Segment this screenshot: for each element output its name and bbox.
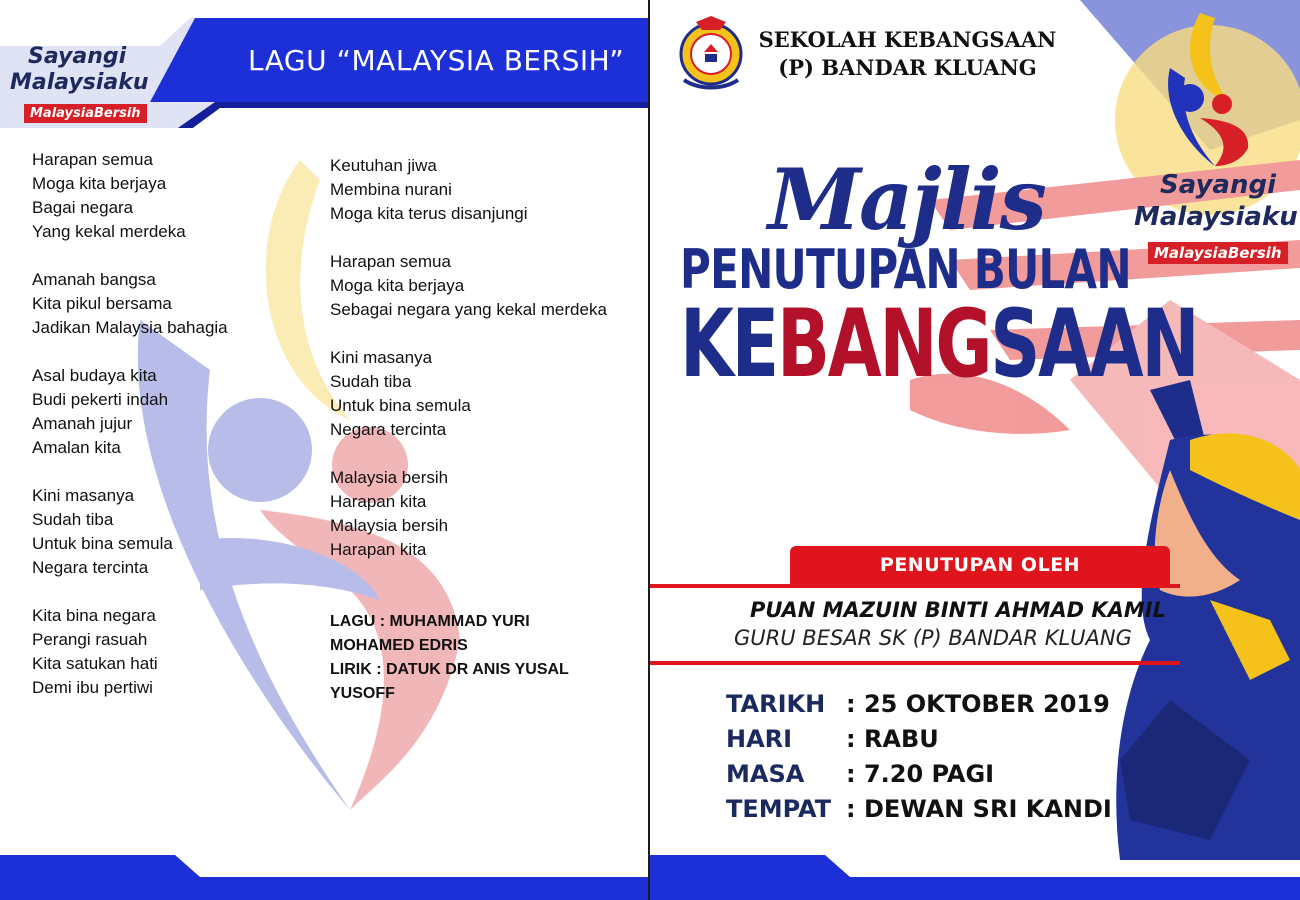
detail-value: : RABU [846,725,939,753]
lyrics-stanza [32,604,228,700]
detail-value: : 7.20 PAGI [846,760,995,788]
lyric-line: Kita pikul bersama [32,294,172,313]
logo-line-1: Sayangi [1160,170,1276,200]
lyric-line: Moga kita berjaya [330,276,465,295]
lyric-line: Sudah tiba [32,510,114,529]
lyrics-stanza [32,484,228,580]
song-title: LAGU “MALAYSIA BERSIH” [248,44,625,77]
lyric-line: Moga kita terus disanjungi [330,204,528,223]
lyric-line: Moga kita berjaya [32,174,167,193]
lyric-line: Kita bina negara [32,606,156,625]
lyric-line: Perangi rasuah [32,630,148,649]
event-title-line-2: PENUTUPAN BULAN [680,238,1131,301]
lyric-line: Untuk bina semula [32,534,173,553]
lyrics-column-2 [330,154,607,586]
logo-tag: MalaysiaBersih [1148,242,1288,264]
lyric-line: Keutuhan jiwa [330,156,437,175]
lyric-line: Amanah jujur [32,414,133,433]
right-page [650,0,1300,900]
red-rule-bottom [650,661,1180,665]
school-crest-icon [674,14,748,92]
lyrics-stanza [32,148,228,244]
lyric-line: Bagai negara [32,198,134,217]
lyrics-stanza [330,346,607,442]
lyrics-stanza [330,466,607,562]
logo-line-1: Sayangi [28,44,127,69]
detail-label: TARIKH [726,690,826,718]
lyric-line: Negara tercinta [330,420,447,439]
credit-line: YUSOFF [330,685,395,702]
title-part-ke: KE [680,290,777,399]
detail-value: : DEWAN SRI KANDI [846,795,1112,823]
logo-tag: MalaysiaBersih [24,104,147,123]
school-name-line-2: (P) BANDAR KLUANG [778,55,1037,80]
logo-line-2: Malaysiaku [10,70,149,95]
bulan-kebangsaan-emblem-icon [1160,8,1250,168]
lyric-line: Harapan semua [330,252,451,271]
lyric-line: Harapan kita [330,492,427,511]
song-credits [330,610,610,706]
lyrics-stanza [32,364,228,460]
lyric-line: Kita satukan hati [32,654,158,673]
credit-line: LIRIK : DATUK DR ANIS YUSAL [330,661,569,678]
lyric-line: Negara tercinta [32,558,149,577]
credit-line: MOHAMED EDRIS [330,637,468,654]
bottom-bar [650,855,1300,900]
lyric-line: Amanah bangsa [32,270,156,289]
closing-by-label: PENUTUPAN OLEH [879,554,1081,576]
sayangi-malaysiaku-logo [6,44,149,128]
lyric-line: Budi pekerti indah [32,390,169,409]
detail-label: HARI [726,725,793,753]
bottom-bar [0,855,648,900]
event-title-line-3 [680,290,1197,399]
logo-line-2: Malaysiaku [1134,202,1298,232]
lyric-line: Harapan semua [32,150,153,169]
lyric-line: Sebagai negara yang kekal merdeka [330,300,607,319]
guest-name: PUAN MAZUIN BINTI AHMAD KAMIL [750,598,1166,622]
detail-value: : 25 OKTOBER 2019 [846,690,1110,718]
lyric-line: Membina nurani [330,180,452,199]
title-part-saan: SAAN [990,290,1198,399]
lyrics-stanza [330,250,607,322]
school-name [750,26,1065,82]
lyric-line: Yang kekal merdeka [32,222,186,241]
school-name-line-1: SEKOLAH KEBANGSAAN [758,27,1057,52]
sayangi-malaysiaku-logo-large [1130,8,1298,273]
red-rule-top [650,584,1180,588]
lyrics-column-1 [32,148,228,724]
lyric-line: Untuk bina semula [330,396,471,415]
lyric-line: Demi ibu pertiwi [32,678,153,697]
lyric-line: Kini masanya [330,348,433,367]
lyric-line: Asal budaya kita [32,366,157,385]
credit-line: LAGU : MUHAMMAD YURI [330,613,530,630]
lyric-line: Harapan kita [330,540,427,559]
event-title-script: Majlis [768,150,1045,249]
detail-label: TEMPAT [726,795,832,823]
detail-label: MASA [726,760,805,788]
title-part-bang: BANG [776,290,991,399]
lyric-line: Jadikan Malaysia bahagia [32,318,228,337]
lyrics-stanza [32,268,228,340]
lyrics-stanza [330,154,607,226]
lyric-line: Malaysia bersih [330,516,449,535]
lyric-line: Kini masanya [32,486,135,505]
lyric-line: Amalan kita [32,438,121,457]
guest-title: GURU BESAR SK (P) BANDAR KLUANG [734,626,1132,650]
lyric-line: Sudah tiba [330,372,412,391]
lyric-line: Malaysia bersih [330,468,449,487]
left-page [0,0,648,900]
